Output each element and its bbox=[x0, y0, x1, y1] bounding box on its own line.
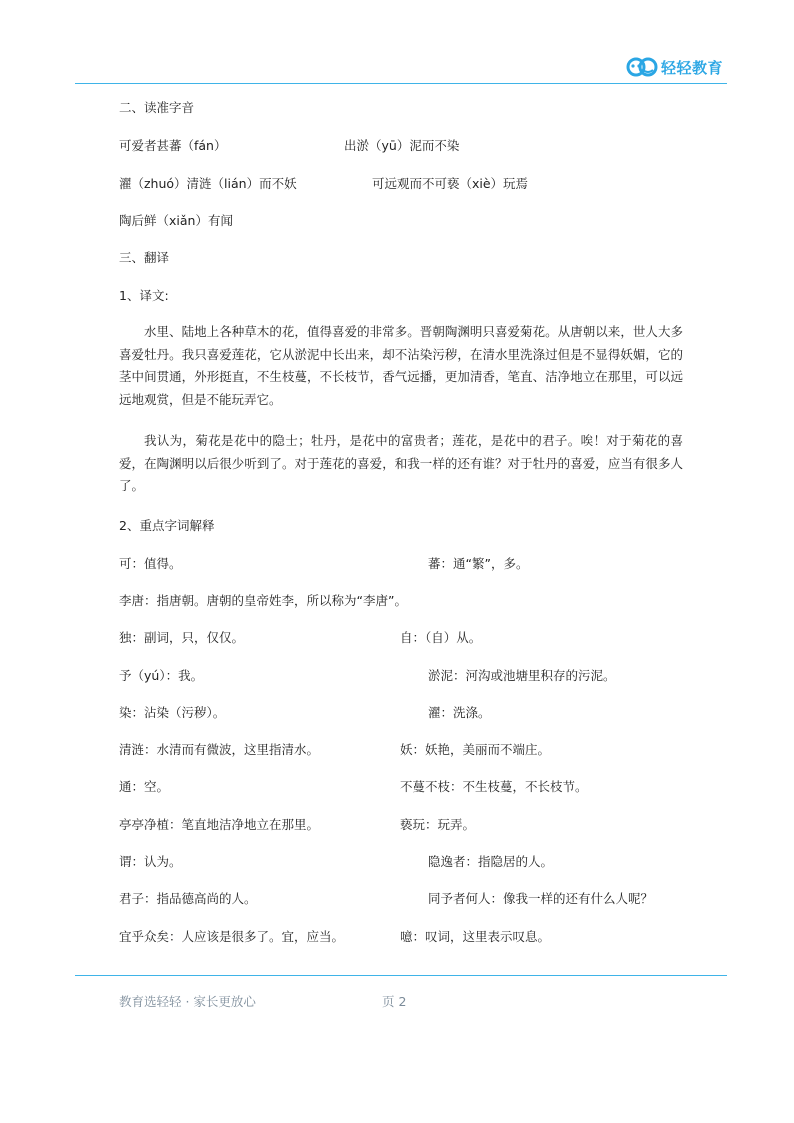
glossary-item: 君子：指品德高尚的人。 bbox=[119, 891, 257, 906]
glossary-item: 自：（自）从。 bbox=[400, 630, 482, 645]
glossary-item: 不蔓不枝：不生枝蔓，不长枝节。 bbox=[400, 779, 588, 794]
header-divider bbox=[75, 83, 727, 84]
brand-logo bbox=[626, 55, 723, 79]
logo-text: 轻轻教育 bbox=[661, 58, 724, 77]
footer-divider bbox=[75, 975, 727, 976]
glossary-item: 李唐：指唐朝。唐朝的皇帝姓李，所以称为“李唐”。 bbox=[119, 593, 407, 608]
glossary-item: 隐逸者：指隐居的人。 bbox=[428, 854, 554, 869]
logo-mark-icon bbox=[626, 56, 658, 78]
reading-item: 可远观而不可亵（xiè）玩焉 bbox=[372, 176, 529, 191]
glossary-item: 同予者何人：像我一样的还有什么人呢？ bbox=[428, 891, 654, 906]
glossary-item: 妖：妖艳，美丽而不端庄。 bbox=[400, 742, 551, 757]
glossary-item: 予（yú）：我。 bbox=[119, 668, 204, 683]
glossary-item: 宜乎众矣：人应该是很多了。宜，应当。 bbox=[119, 929, 345, 944]
glossary-item: 可：值得。 bbox=[119, 556, 182, 571]
glossary-item: 通：空。 bbox=[119, 779, 170, 794]
glossary-item: 蕃：通“繁”，多。 bbox=[428, 556, 529, 571]
glossary-item: 噫：叹词，这里表示叹息。 bbox=[400, 929, 551, 944]
reading-item: 濯（zhuó）清涟（lián）而不妖 bbox=[119, 176, 297, 191]
reading-item: 出淤（yū）泥而不染 bbox=[344, 138, 460, 153]
glossary-item: 清涟：水清而有微波，这里指清水。 bbox=[119, 742, 320, 757]
footer-slogan: 教育选轻轻 · 家长更放心 bbox=[119, 994, 256, 1009]
glossary-item: 濯：洗涤。 bbox=[428, 705, 491, 720]
glossary-item: 淤泥：河沟或池塘里积存的污泥。 bbox=[428, 668, 616, 683]
glossary-item: 独：副词，只，仅仅。 bbox=[119, 630, 245, 645]
section-translation-title: 三、翻译 bbox=[119, 250, 170, 265]
section-reading-title: 二、读准字音 bbox=[119, 100, 195, 115]
glossary-title: 2、重点字词解释 bbox=[119, 518, 215, 533]
reading-item: 可爱者甚蕃（fán） bbox=[119, 138, 227, 153]
glossary-item: 谓：认为。 bbox=[119, 854, 182, 869]
reading-item: 陶后鲜（xiǎn）有闻 bbox=[119, 213, 233, 228]
translation-subtitle: 1、译文: bbox=[119, 288, 169, 303]
translation-paragraph-2: 我认为，菊花是花中的隐士；牡丹，是花中的富贵者；莲花，是花中的君子。唉！对于菊花的喜爱，在陶渊明以后很少听到了。对于莲花的喜爱，和我一样的还有谁？对于牡丹的喜爱，应当有很多人了。 bbox=[119, 433, 683, 493]
translation-paragraph-1: 水里、陆地上各种草木的花，值得喜爱的非常多。晋朝陶渊明只喜爱菊花。从唐朝以来，世人大多喜爱牡丹。我只喜爱莲花，它从淤泥中长出来，却不沾染污秽，在清水里洗涤过但是不显得妖媚，它的茎中间贯通，外形挺直，不生枝蔓，不长枝节，香气远播，更加清香，笔直、洁净地立在那里，可以远远地观赏，但是不能玩弄它。 bbox=[119, 324, 683, 407]
glossary-item: 亭亭净植：笔直地洁净地立在那里。 bbox=[119, 817, 320, 832]
page-number: 页 2 bbox=[382, 994, 407, 1009]
glossary-item: 染：沾染（污秽）。 bbox=[119, 705, 226, 720]
glossary-item: 亵玩：玩弄。 bbox=[400, 817, 476, 832]
